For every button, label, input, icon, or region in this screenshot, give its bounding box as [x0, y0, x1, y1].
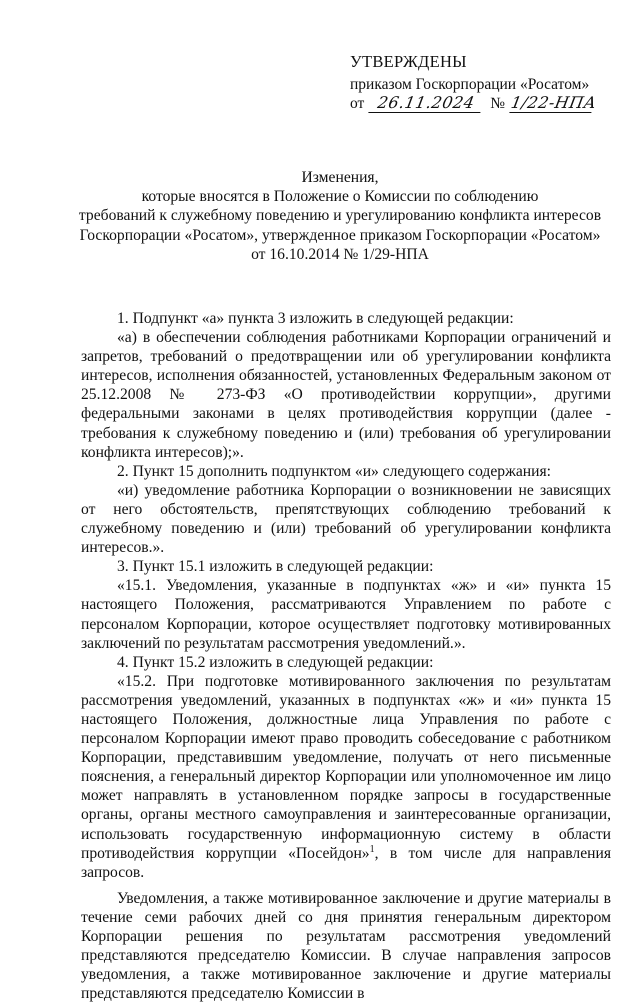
paragraph-9: Уведомления, а также мотивированное заключение и другие материалы в течение семи рабочих дней со дня принятия генеральным директором Корпорации решения по результатам рассмотрения уведомлений представляются председателю Комиссии. В случае направления запросов уведомления, а также мотивированное заключение и другие материалы представляются председателю Комиссии в — [81, 889, 611, 1003]
document-body — [81, 309, 611, 1003]
title-line-1: Изменения, — [301, 169, 379, 186]
approval-order-line: приказом Госкорпорации «Росатом» — [350, 76, 590, 93]
paragraph-8-text: «15.2. При подготовке мотивированного заключения по результатам рассмотрения уведомлений, указанных в подпунктах «ж» и «и» пункта 15 настоящего Положения, должностные лица Управления по работе с персоналом Корпорации имеют право проводить собеседование с работником Корпорации, представившим уведомление, получать от него письменные пояснения, а генеральный директор Корпорации или уполномоченное им лицо может направлять в установленном порядке запросы в государственные органы, органы местного самоуправления и заинтересованные организации, использовать государственную информационную систему в области противодействия коррупции «Посейдон» — [81, 672, 611, 862]
title-line-5: от 16.10.2014 № 1/29-НПА — [251, 245, 429, 263]
approval-heading: УТВЕРЖДЕНЫ — [350, 52, 467, 71]
paragraph-7: 4. Пункт 15.2 изложить в следующей редакции: — [117, 653, 434, 671]
approval-number-handwritten: 1/22-НПА — [509, 93, 599, 112]
paragraph-4: «и) уведомление работника Корпорации о возникновении не зависящих от него обстоятельств, препятствующих соблюдению требований к служебному поведению и (или) требований об урегулировании конфликта интересов.». — [81, 481, 611, 557]
paragraph-8 — [81, 672, 611, 882]
approval-date-handwritten: 26.11.2024 — [369, 94, 484, 113]
document-title — [70, 168, 610, 264]
approval-from-label: от — [350, 95, 365, 112]
paragraph-3: 2. Пункт 15 дополнить подпунктом «и» следующего содержания: — [117, 462, 551, 480]
footnote-marker: 1 — [369, 843, 375, 855]
title-line-3: требований к служебному поведению и урегулированию конфликта интересов — [78, 207, 602, 225]
title-line-4: Госкорпорации «Росатом», утвержденное приказом Госкорпорации «Росатом» — [79, 226, 601, 244]
title-line-2: которые вносятся в Положение о Комиссии по соблюдению — [141, 188, 539, 206]
paragraph-6: «15.1. Уведомления, указанные в подпунктах «ж» и «и» пункта 15 настоящего Положения, рассматриваются Управлением по работе с персоналом Корпорации, которое осуществляет подготовку мотивированных заключений по результатам рассмотрения уведомлений.». — [81, 577, 611, 652]
paragraph-5: 3. Пункт 15.1 изложить в следующей редакции: — [117, 558, 434, 576]
paragraph-1: 1. Подпункт «а» пункта 3 изложить в следующей редакции: — [117, 310, 514, 327]
paragraph-8-tail: , в том числе для направления запросов. — [81, 844, 611, 881]
approval-stamp — [350, 52, 630, 113]
approval-number-label: № — [490, 95, 505, 112]
paragraph-2: «а) в обеспечении соблюдения работниками Корпорации ограничений и запретов, требований о предотвращении или об урегулировании конфликта интересов, исполнения обязанностей, установленных Федеральным законом от 25.12.2008 № 273-ФЗ «О противодействии коррупции», другими федеральными законами в целях противодействия коррупции (далее - требования к служебному поведению и (или) требования об урегулировании конфликта интересов);». — [81, 329, 611, 461]
approval-date-number-line — [350, 94, 630, 113]
